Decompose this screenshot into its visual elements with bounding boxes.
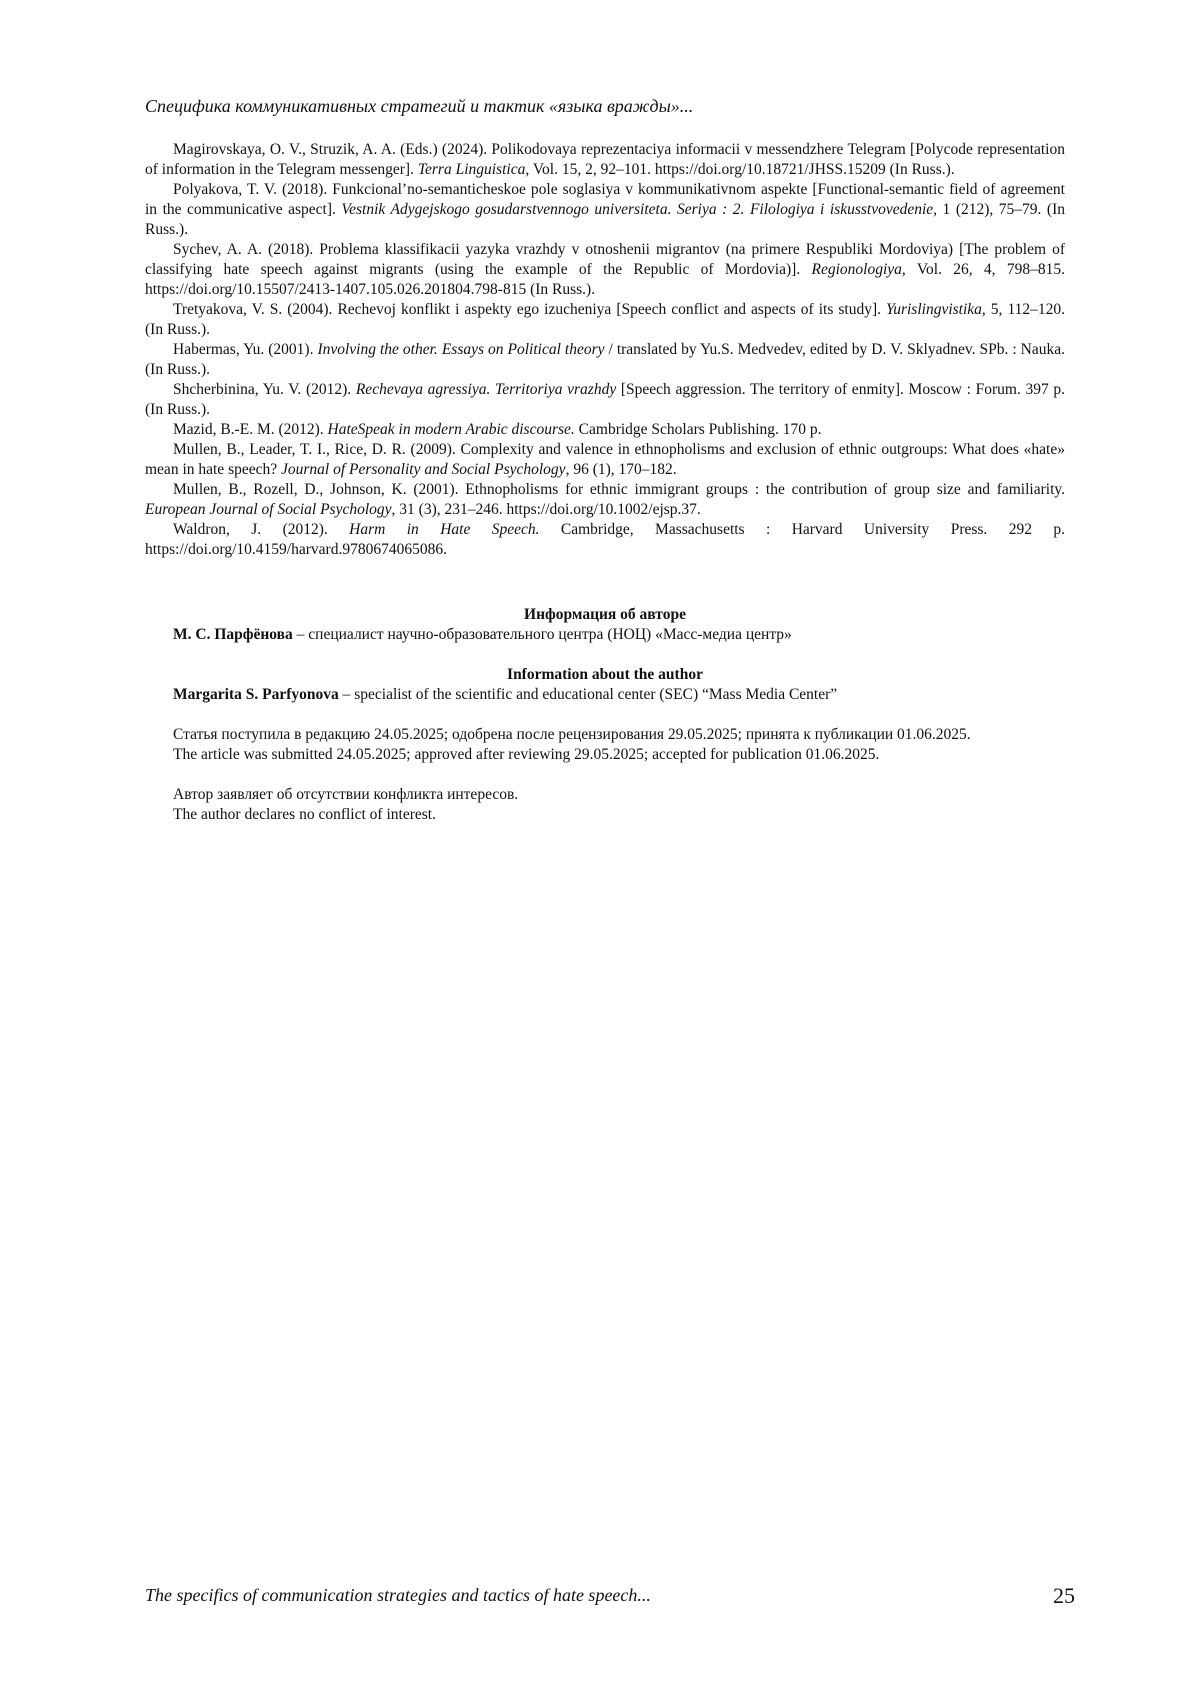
author-heading-en: Information about the author: [507, 666, 703, 683]
reference-item: Mazid, B.-E. M. (2012). HateSpeak in modern Arabic discourse. Cambridge Scholars Publishing. 170 p.: [173, 421, 822, 438]
reference-item: Mullen, B., Rozell, D., Johnson, K. (2001). Ethnopholisms for ethnic immigrant groups : the contribution of group size and familiarity. European Journal of Social Psychology, 31 (3), 231–246. https://doi.org/10.1002/ejsp.37.: [145, 481, 1065, 518]
reference-item: Waldron, J. (2012). Harm in Hate Speech. Cambridge, Massachusetts : Harvard University Press. 292 p. https://doi.org/10.4159/harvard.9780674065086.: [145, 521, 1065, 558]
author-line-ru: М. С. Парфёнова – специалист научно-образовательного центра (НОЦ) «Масс-медиа центр»: [173, 626, 792, 643]
reference-item: Habermas, Yu. (2001). Involving the other. Essays on Political theory / translated by Yu.S. Medvedev, edited by D. V. Sklyadnev. SPb. : Nauka. (In Russ.).: [145, 341, 1066, 378]
conflict-en: The author declares no conflict of interest.: [173, 806, 436, 823]
author-heading-ru: Информация об авторе: [524, 606, 686, 623]
author-name-en: Margarita S. Parfyonova: [173, 686, 339, 703]
dates-ru: Статья поступила в редакцию 24.05.2025; одобрена после рецензирования 29.05.2025; принята к публикации 01.06.2025.: [173, 726, 971, 743]
reference-list: [145, 140, 1065, 560]
reference-item: Sychev, A. A. (2018). Problema klassifikacii yazyka vrazhdy v otnoshenii migrantov (na primere Respubliki Mordoviya) [The problem of classifying hate speech against migrants (using the example of the Republic of Mordovia)]. Regionologiya, Vol. 26, 4, 798–815. https://doi.org/10.15507/2413-1407.105.026.201804.798-815 (In Russ.).: [145, 241, 1065, 298]
author-name-ru: М. С. Парфёнова: [173, 626, 293, 643]
reference-item: Shcherbinina, Yu. V. (2012). Rechevaya agressiya. Territoriya vrazhdy [Speech aggression. The territory of enmity]. Moscow : Forum. 397 p. (In Russ.).: [145, 381, 1066, 418]
reference-item: Magirovskaya, O. V., Struzik, A. A. (Eds.) (2024). Polikodovaya reprezentaciya informacii v messendzhere Telegram [Polycode representation of information in the Telegram messenger]. Terra Linguistica, Vol. 15, 2, 92–101. https://doi.org/10.18721/JHSS.15209 (In Russ.).: [145, 141, 1065, 178]
dates-en: The article was submitted 24.05.2025; approved after reviewing 29.05.2025; accepted for publication 01.06.2025.: [173, 746, 880, 763]
author-line-en: Margarita S. Parfyonova – specialist of the scientific and educational center (SEC) “Mass Media Center”: [173, 686, 838, 703]
reference-item: Polyakova, T. V. (2018). Funkcional’no-semanticheskoe pole soglasiya v kommunikativnom aspekte [Functional-semantic field of agreement in the communicative aspect]. Vestnik Adygejskogo gosudarstvennogo universiteta. Seriya : 2. Filologiya i iskusstvovedenie, 1 (212), 75–79. (In Russ.).: [145, 181, 1066, 238]
reference-item: Tretyakova, V. S. (2004). Rechevoj konflikt i aspekty ego izucheniya [Speech conflict and aspects of its study]. Yurislingvistika, 5, 112–120. (In Russ.).: [145, 301, 1066, 338]
page-number: 25: [1053, 1583, 1075, 1608]
running-head: Специфика коммуникативных стратегий и тактик «языка вражды»...: [145, 96, 694, 116]
footer-title: The specifics of communication strategies and tactics of hate speech...: [145, 1585, 651, 1605]
conflict-statement: [145, 785, 1065, 825]
submission-dates: [145, 725, 1065, 765]
conflict-ru: Автор заявляет об отсутствии конфликта интересов.: [173, 786, 519, 803]
author-info-block: [145, 605, 1065, 825]
reference-item: Mullen, B., Leader, T. I., Rice, D. R. (2009). Complexity and valence in ethnopholisms and exclusion of ethnic outgroups: What does «hate» mean in hate speech? Journal of Personality and Social Psychology, 96 (1), 170–182.: [145, 441, 1065, 478]
